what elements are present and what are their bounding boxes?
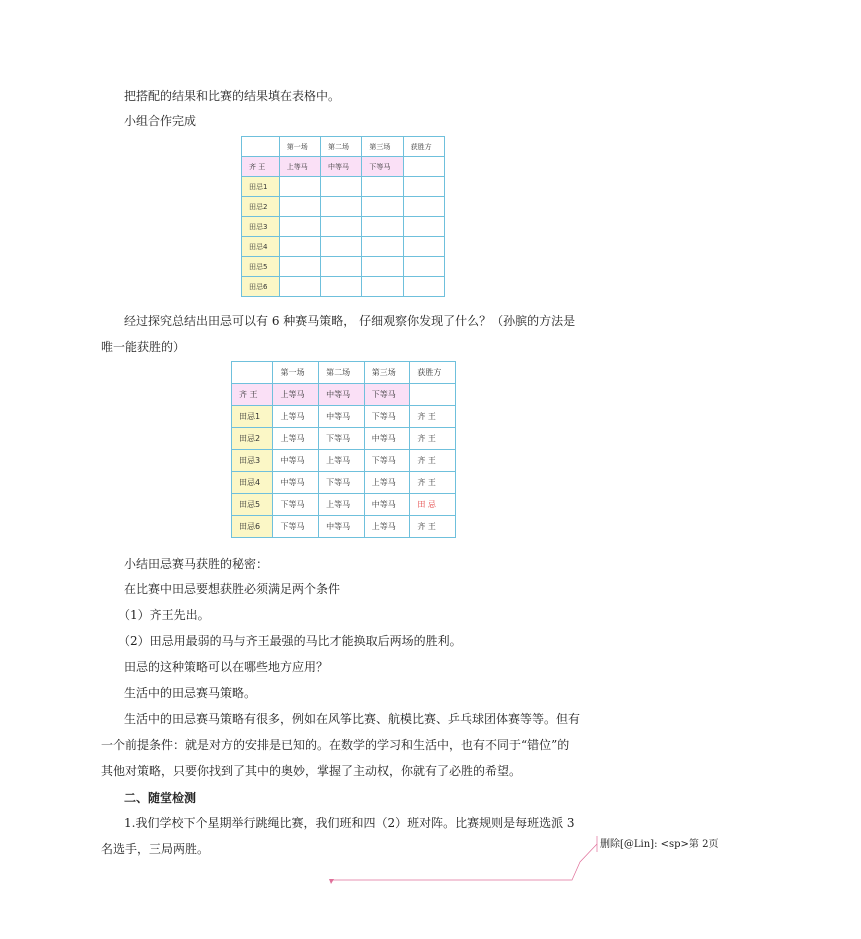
life-strategy-line2: 一个前提条件：就是对方的安排是已知的。在数学的学习和生活中，也有不同于“错位”的 xyxy=(101,738,570,752)
table-header-row-cell: 第三场 xyxy=(362,137,403,157)
table-row-cell: 下等马 xyxy=(273,516,319,538)
table-row-cell: 下等马 xyxy=(319,472,365,494)
observation-question-line1: 经过探究总结出田忌可以有 6 种赛马策略， 仔细观察你发现了什么？（孙膑的方法是 xyxy=(124,314,576,328)
table-row-cell: 齐 王 xyxy=(410,450,456,472)
table-row-cell: 田忌6 xyxy=(232,516,273,538)
life-strategy-title: 生活中的田忌赛马策略。 xyxy=(124,686,257,700)
table-row-cell: 田 忌 xyxy=(410,494,456,516)
table-row-cell: 中等马 xyxy=(319,406,365,428)
table-row-cell: 田忌4 xyxy=(242,237,280,257)
table-row-cell: 中等马 xyxy=(364,428,410,450)
table-header-row-cell: 第二场 xyxy=(321,137,362,157)
table-row-cell: 下等马 xyxy=(364,406,410,428)
table-header-row-cell: 第二场 xyxy=(319,362,365,384)
table-header-row-cell: 获胜方 xyxy=(410,362,456,384)
table-row-cell: 中等马 xyxy=(364,494,410,516)
table-row-cell: 田忌5 xyxy=(242,257,280,277)
table-row-cell: 下等马 xyxy=(364,450,410,472)
table-row-cell: 田忌1 xyxy=(232,406,273,428)
table-row-cell: 上等马 xyxy=(319,450,365,472)
summary-title: 小结田忌赛马获胜的秘密： xyxy=(124,557,269,571)
king-row-cell: 上等马 xyxy=(279,157,320,177)
table-row-cell: 田忌4 xyxy=(232,472,273,494)
condition-2: （2）田忌用最弱的马与齐王最强的马比才能换取后两场的胜利。 xyxy=(118,634,462,648)
table-row-cell: 上等马 xyxy=(273,406,319,428)
table-row-cell: 齐 王 xyxy=(410,516,456,538)
application-question: 田忌的这种策略可以在哪些地方应用？ xyxy=(124,660,329,674)
king-row-cell: 中等马 xyxy=(319,384,365,406)
comment-anchor-icon xyxy=(329,879,334,884)
table-row-cell: 田忌6 xyxy=(242,277,280,297)
king-row-cell: 齐 王 xyxy=(232,384,273,406)
life-strategy-line3: 其他对策略，只要你找到了其中的奥妙，掌握了主动权，你就有了必胜的希望。 xyxy=(101,764,522,778)
table-row-cell: 下等马 xyxy=(273,494,319,516)
table-header-row-cell: 第三场 xyxy=(364,362,410,384)
table-header-row-cell: 第一场 xyxy=(273,362,319,384)
table-row-cell: 田忌1 xyxy=(242,177,280,197)
condition-1: （1）齐王先出。 xyxy=(118,608,210,622)
table-row-cell: 田忌3 xyxy=(242,217,280,237)
life-strategy-line1: 生活中的田忌赛马策略有很多，例如在风筝比赛、航模比赛、乒乓球团体赛等等。但有 xyxy=(124,712,581,726)
revision-comment[interactable]: 删除[@Lin]: <sp>第 2页 xyxy=(600,839,719,850)
king-row-cell: 下等马 xyxy=(364,384,410,406)
table-row-cell: 齐 王 xyxy=(410,406,456,428)
observation-question-line2: 唯一能获胜的） xyxy=(101,340,186,354)
instruction-fill-table: 把搭配的结果和比赛的结果填在表格中。 xyxy=(124,89,341,103)
table-row-cell: 齐 王 xyxy=(410,472,456,494)
table-row-cell: 中等马 xyxy=(319,516,365,538)
table-row-cell: 上等马 xyxy=(273,428,319,450)
exercise-1-line1: 1.我们学校下个星期举行跳绳比赛，我们班和四（2）班对阵。比赛规则是每班选派 3 xyxy=(124,816,575,830)
king-row-cell: 上等马 xyxy=(273,384,319,406)
table-row-cell: 田忌3 xyxy=(232,450,273,472)
table-row-cell: 中等马 xyxy=(273,450,319,472)
table-row-cell: 田忌2 xyxy=(242,197,280,217)
king-row-cell: 齐 王 xyxy=(242,157,280,177)
section-heading-practice: 二、随堂检测 xyxy=(124,791,197,805)
table-row-cell: 下等马 xyxy=(319,428,365,450)
table-row-cell: 中等马 xyxy=(273,472,319,494)
exercise-1-line2: 名选手，三局两胜。 xyxy=(101,842,210,856)
table-row-cell: 田忌5 xyxy=(232,494,273,516)
king-row-cell: 下等马 xyxy=(362,157,403,177)
table-header-row-cell: 第一场 xyxy=(279,137,320,157)
king-row-cell: 中等马 xyxy=(321,157,362,177)
table-row-cell: 上等马 xyxy=(319,494,365,516)
group-work-text: 小组合作完成 xyxy=(124,114,197,128)
table-row-cell: 上等马 xyxy=(364,516,410,538)
condition-intro: 在比赛中田忌要想获胜必须满足两个条件 xyxy=(124,582,341,596)
table-header-row-cell: 获胜方 xyxy=(403,137,444,157)
table-row-cell: 田忌2 xyxy=(232,428,273,450)
table-row-cell: 齐 王 xyxy=(410,428,456,450)
table-row-cell: 上等马 xyxy=(364,472,410,494)
